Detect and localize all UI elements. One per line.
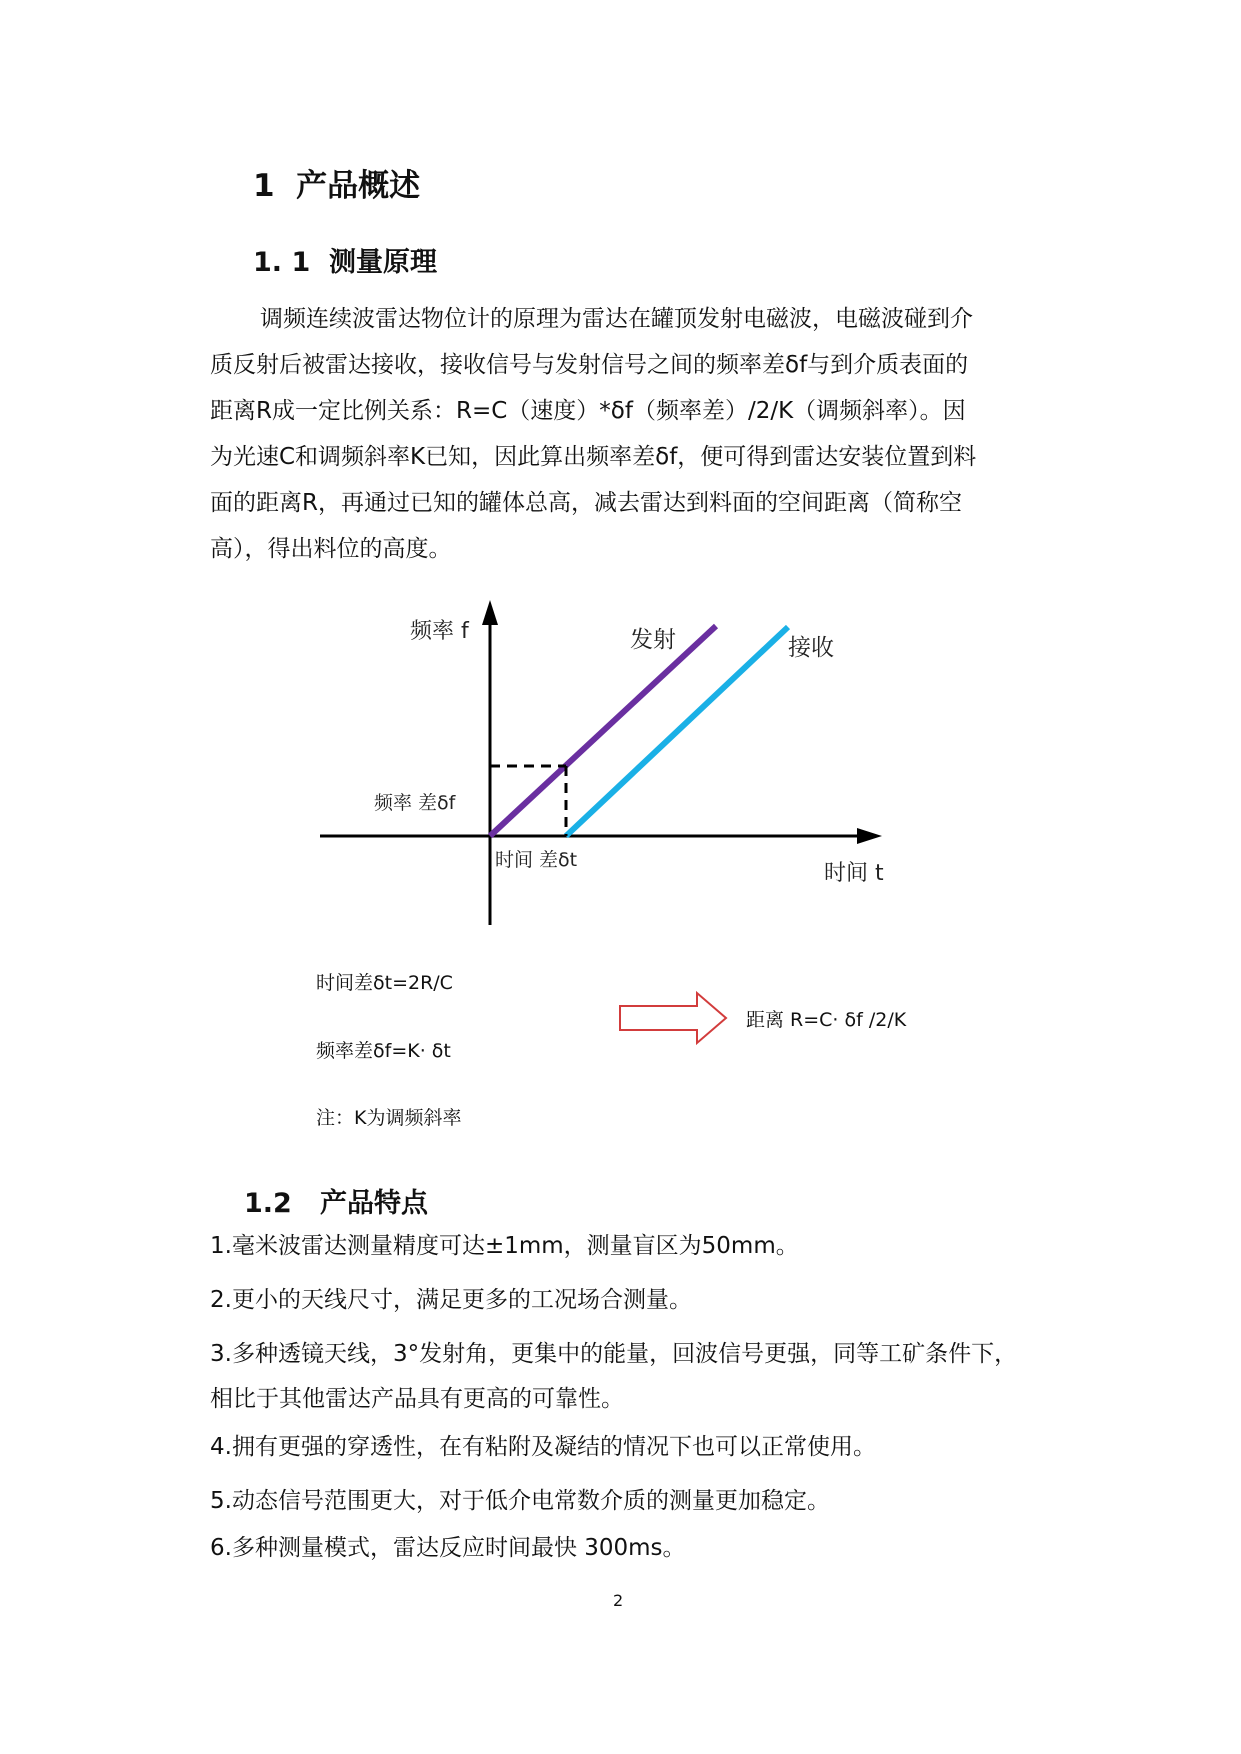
k-note: 注：K为调频斜率 bbox=[316, 1107, 462, 1129]
distance-formula: 距离 R=C· δf /2/K bbox=[746, 1009, 907, 1031]
feature-item: 2.更小的天线尺寸，满足更多的工况场合测量。 bbox=[210, 1287, 692, 1313]
feature-item: 6.多种测量模式，雷达反应时间最快 300ms。 bbox=[210, 1535, 686, 1561]
time-diff-label: 时间 差δt bbox=[495, 849, 578, 871]
freq-diff-label: 频率 差δf bbox=[374, 792, 456, 814]
feature-item: 5.动态信号范围更大，对于低介电常数介质的测量更加稳定。 bbox=[210, 1488, 830, 1514]
page-number: 2 bbox=[613, 1591, 624, 1610]
x-axis-label: 时间 t bbox=[824, 861, 884, 886]
receive-label: 接收 bbox=[788, 635, 834, 661]
paragraph-line: 调频连续波雷达物位计的原理为雷达在罐顶发射电磁波，电磁波碰到介 bbox=[260, 306, 973, 332]
section-title: 产品概述 bbox=[296, 168, 421, 204]
paragraph-line: 为光速C和调频斜率K已知，因此算出频率差δf，便可得到雷达安装位置到料 bbox=[210, 444, 977, 470]
freq-diff-formula: 频率差δf=K· δt bbox=[316, 1040, 451, 1062]
section-number: 1 bbox=[253, 168, 275, 204]
feature-item: 3.多种透镜天线，3°发射角，更集中的能量，回波信号更强，同等工矿条件下， bbox=[210, 1341, 1018, 1367]
feature-item: 1.毫米波雷达测量精度可达±1mm，测量盲区为50mm。 bbox=[210, 1233, 799, 1259]
subsection-heading-features bbox=[244, 1181, 428, 1220]
paragraph-line: 高），得出料位的高度。 bbox=[210, 536, 452, 562]
subsection-number: 1. 1 bbox=[253, 247, 311, 278]
transmit-label: 发射 bbox=[630, 627, 676, 653]
feature-item: 4.拥有更强的穿透性，在有粘附及凝结的情况下也可以正常使用。 bbox=[210, 1434, 876, 1460]
subsection-title: 产品特点 bbox=[320, 1188, 429, 1219]
subsection-title: 测量原理 bbox=[329, 247, 438, 278]
x-axis-arrowhead bbox=[857, 828, 882, 844]
paragraph-line: 面的距离R，再通过已知的罐体总高，减去雷达到料面的空间距离（简称空 bbox=[210, 490, 962, 516]
y-axis-label: 频率 f bbox=[410, 619, 469, 644]
subsection-number: 1.2 bbox=[244, 1188, 292, 1219]
feature-item: 相比于其他雷达产品具有更高的可靠性。 bbox=[210, 1386, 624, 1412]
paragraph-line: 质反射后被雷达接收，接收信号与发射信号之间的频率差δf与到介质表面的 bbox=[210, 352, 969, 378]
paragraph-line: 距离R成一定比例关系：R=C（速度）*δf（频率差）/2/K（调频斜率）。因 bbox=[210, 398, 966, 424]
y-axis-arrowhead bbox=[482, 600, 498, 625]
result-arrow-icon bbox=[620, 993, 726, 1043]
time-diff-formula: 时间差δt=2R/C bbox=[316, 972, 453, 994]
